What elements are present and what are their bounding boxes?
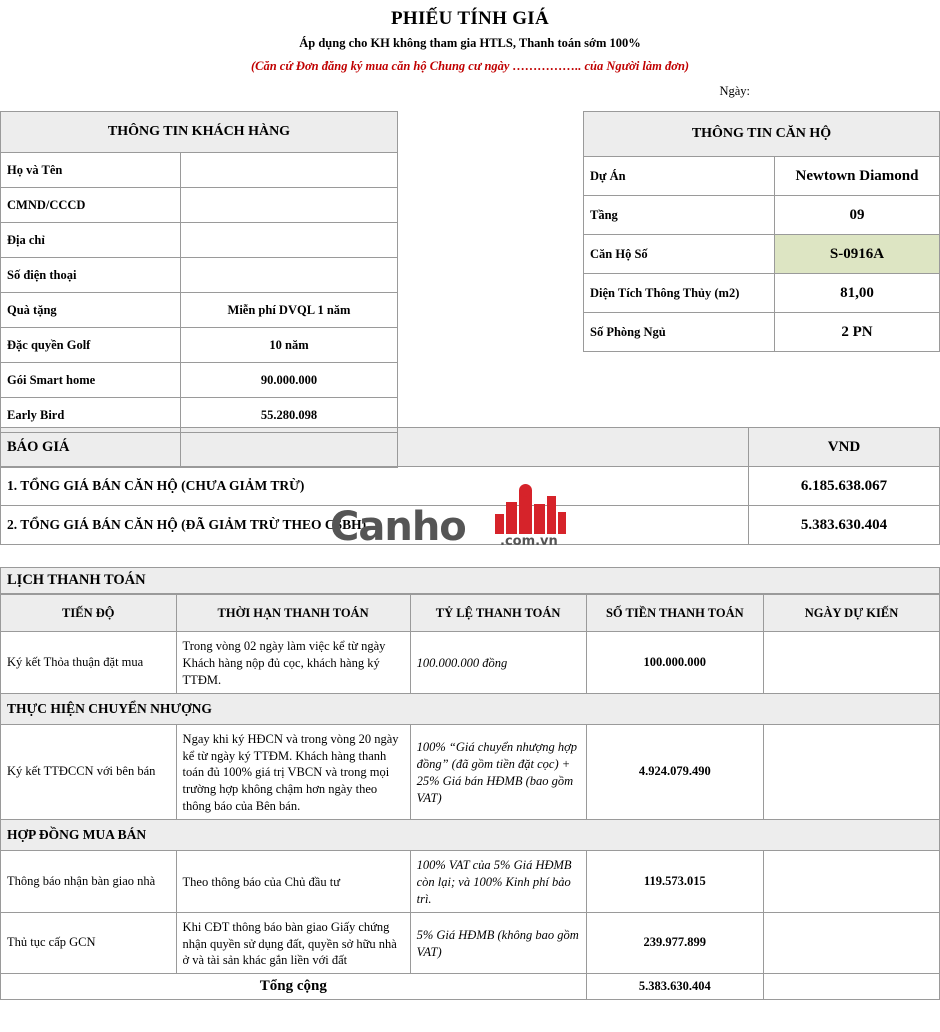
column-header-term: THỜI HẠN THANH TOÁN bbox=[176, 595, 410, 632]
customer-label-earlybird: Early Bird bbox=[1, 398, 181, 433]
table-row bbox=[1, 223, 398, 258]
payment-schedule-table bbox=[0, 594, 940, 1000]
apartment-label-unit: Căn Hộ Số bbox=[584, 235, 775, 274]
table-row bbox=[584, 157, 940, 196]
table-row bbox=[1, 433, 398, 468]
table-row bbox=[1, 632, 940, 694]
schedule-term-4: Khi CĐT thông báo bàn giao Giấy chứng nhận quyền sử dụng đất, quyền sở hữu nhà ở và tài sản khác gắn liền với đất bbox=[176, 912, 410, 974]
payment-schedule-title: LỊCH THANH TOÁN bbox=[0, 567, 940, 594]
table-row bbox=[1, 851, 940, 913]
table-row bbox=[584, 196, 940, 235]
apartment-value-bedrooms: 2 PN bbox=[775, 313, 940, 352]
customer-value-id[interactable] bbox=[181, 188, 398, 223]
apartment-label-area: Diện Tích Thông Thủy (m2) bbox=[584, 274, 775, 313]
watermark-text: Canho bbox=[330, 504, 466, 550]
quote-value-gross: 6.185.638.067 bbox=[749, 467, 940, 506]
date-label: Ngày: bbox=[719, 84, 750, 98]
customer-spacer-value bbox=[181, 433, 398, 468]
table-row bbox=[1, 363, 398, 398]
quote-title: BÁO GIÁ bbox=[1, 428, 749, 467]
customer-label-name: Họ và Tên bbox=[1, 153, 181, 188]
customer-value-smarthome: 90.000.000 bbox=[181, 363, 398, 398]
payment-schedule-section bbox=[0, 567, 940, 1000]
schedule-date-1[interactable] bbox=[763, 632, 939, 694]
table-row bbox=[584, 313, 940, 352]
table-section-row bbox=[1, 693, 940, 724]
customer-label-smarthome: Gói Smart home bbox=[1, 363, 181, 398]
page-subtitle: Áp dụng cho KH không tham gia HTLS, Thanh toán sớm 100% bbox=[299, 36, 641, 50]
customer-info-header: THÔNG TIN KHÁCH HÀNG bbox=[1, 112, 398, 153]
customer-label-id: CMND/CCCD bbox=[1, 188, 181, 223]
schedule-amount-3: 119.573.015 bbox=[586, 851, 763, 913]
schedule-stage-3: Thông báo nhận bàn giao nhà bbox=[1, 851, 177, 913]
table-row bbox=[1, 328, 398, 363]
column-header-amount: SỐ TIỀN THANH TOÁN bbox=[586, 595, 763, 632]
apartment-info-header: THÔNG TIN CĂN HỘ bbox=[584, 112, 940, 157]
schedule-term-3: Theo thông báo của Chủ đầu tư bbox=[176, 851, 410, 913]
table-row bbox=[1, 188, 398, 223]
schedule-section-contract: HỢP ĐỒNG MUA BÁN bbox=[1, 820, 940, 851]
schedule-date-4[interactable] bbox=[763, 912, 939, 974]
apartment-value-project: Newtown Diamond bbox=[775, 157, 940, 196]
apartment-info-table bbox=[583, 111, 940, 352]
table-row bbox=[1, 506, 940, 545]
column-header-date: NGÀY DỰ KIẾN bbox=[763, 595, 939, 632]
schedule-ratio-4: 5% Giá HĐMB (không bao gồm VAT) bbox=[410, 912, 586, 974]
quote-label-gross: 1. TỔNG GIÁ BÁN CĂN HỘ (CHƯA GIẢM TRỪ) bbox=[1, 467, 749, 506]
customer-spacer-label bbox=[1, 433, 181, 468]
table-row bbox=[1, 293, 398, 328]
apartment-value-floor: 09 bbox=[775, 196, 940, 235]
schedule-ratio-2: 100% “Giá chuyển nhượng hợp đồng” (đã gồm tiền đặt cọc) + 25% Giá bán HĐMB (bao gồm VAT) bbox=[410, 724, 586, 819]
schedule-term-1: Trong vòng 02 ngày làm việc kể từ ngày Khách hàng nộp đủ cọc, khách hàng ký TTĐM. bbox=[176, 632, 410, 694]
apartment-label-floor: Tầng bbox=[584, 196, 775, 235]
customer-value-gift: Miễn phí DVQL 1 năm bbox=[181, 293, 398, 328]
table-header-row bbox=[1, 595, 940, 632]
schedule-amount-1: 100.000.000 bbox=[586, 632, 763, 694]
schedule-date-3[interactable] bbox=[763, 851, 939, 913]
schedule-date-2[interactable] bbox=[763, 724, 939, 819]
schedule-section-transfer: THỰC HIỆN CHUYỂN NHƯỢNG bbox=[1, 693, 940, 724]
schedule-stage-2: Ký kết TTĐCCN với bên bán bbox=[1, 724, 177, 819]
apartment-value-area: 81,00 bbox=[775, 274, 940, 313]
customer-label-phone: Số điện thoại bbox=[1, 258, 181, 293]
table-row bbox=[1, 153, 398, 188]
table-row bbox=[1, 724, 940, 819]
table-row bbox=[1, 258, 398, 293]
apartment-label-project: Dự Án bbox=[584, 157, 775, 196]
schedule-stage-1: Ký kết Thỏa thuận đặt mua bbox=[1, 632, 177, 694]
schedule-amount-4: 239.977.899 bbox=[586, 912, 763, 974]
column-header-stage: TIẾN ĐỘ bbox=[1, 595, 177, 632]
table-row bbox=[584, 274, 940, 313]
quote-value-net: 5.383.630.404 bbox=[749, 506, 940, 545]
table-section-row bbox=[1, 820, 940, 851]
table-row bbox=[584, 235, 940, 274]
page-title: PHIẾU TÍNH GIÁ bbox=[391, 8, 549, 29]
schedule-stage-4: Thủ tục cấp GCN bbox=[1, 912, 177, 974]
price-sheet-document bbox=[0, 8, 940, 1032]
customer-label-address: Địa chỉ bbox=[1, 223, 181, 258]
customer-label-gift: Quà tặng bbox=[1, 293, 181, 328]
customer-value-earlybird: 55.280.098 bbox=[181, 398, 398, 433]
top-info-section bbox=[0, 111, 940, 421]
customer-value-address[interactable] bbox=[181, 223, 398, 258]
quote-currency: VND bbox=[749, 428, 940, 467]
table-row bbox=[1, 398, 398, 433]
schedule-total-amount: 5.383.630.404 bbox=[586, 974, 763, 1000]
schedule-ratio-1: 100.000.000 đồng bbox=[410, 632, 586, 694]
schedule-term-2: Ngay khi ký HĐCN và trong vòng 20 ngày kể từ ngày ký TTĐM. Khách hàng thanh toán đủ 100% giá trị VBCN và trong mọi trường hợp không chậm hơn ngày theo thông báo của Bên bán. bbox=[176, 724, 410, 819]
table-row bbox=[584, 112, 940, 157]
schedule-ratio-3: 100% VAT của 5% Giá HĐMB còn lại; và 100% Kinh phí bảo trì. bbox=[410, 851, 586, 913]
table-row bbox=[1, 912, 940, 974]
customer-label-golf: Đặc quyền Golf bbox=[1, 328, 181, 363]
table-row bbox=[1, 112, 398, 153]
quote-label-net: 2. TỔNG GIÁ BÁN CĂN HỘ (ĐÃ GIẢM TRỪ THEO CSBH) bbox=[1, 506, 749, 545]
customer-info-table bbox=[0, 111, 398, 468]
page-legal-note: (Căn cứ Đơn đăng ký mua căn hộ Chung cư ngày …………….. của Người làm đơn) bbox=[250, 59, 690, 73]
customer-value-golf: 10 năm bbox=[181, 328, 398, 363]
apartment-label-bedrooms: Số Phòng Ngủ bbox=[584, 313, 775, 352]
table-total-row bbox=[1, 974, 940, 1000]
schedule-total-label: Tổng cộng bbox=[1, 974, 587, 1000]
column-header-ratio: TỶ LỆ THANH TOÁN bbox=[410, 595, 586, 632]
customer-value-name[interactable] bbox=[181, 153, 398, 188]
watermark-suffix: .com.vn bbox=[500, 534, 558, 549]
table-row bbox=[1, 467, 940, 506]
schedule-amount-2: 4.924.079.490 bbox=[586, 724, 763, 819]
apartment-value-unit: S-0916A bbox=[775, 235, 940, 274]
schedule-total-date bbox=[763, 974, 939, 1000]
customer-value-phone[interactable] bbox=[181, 258, 398, 293]
